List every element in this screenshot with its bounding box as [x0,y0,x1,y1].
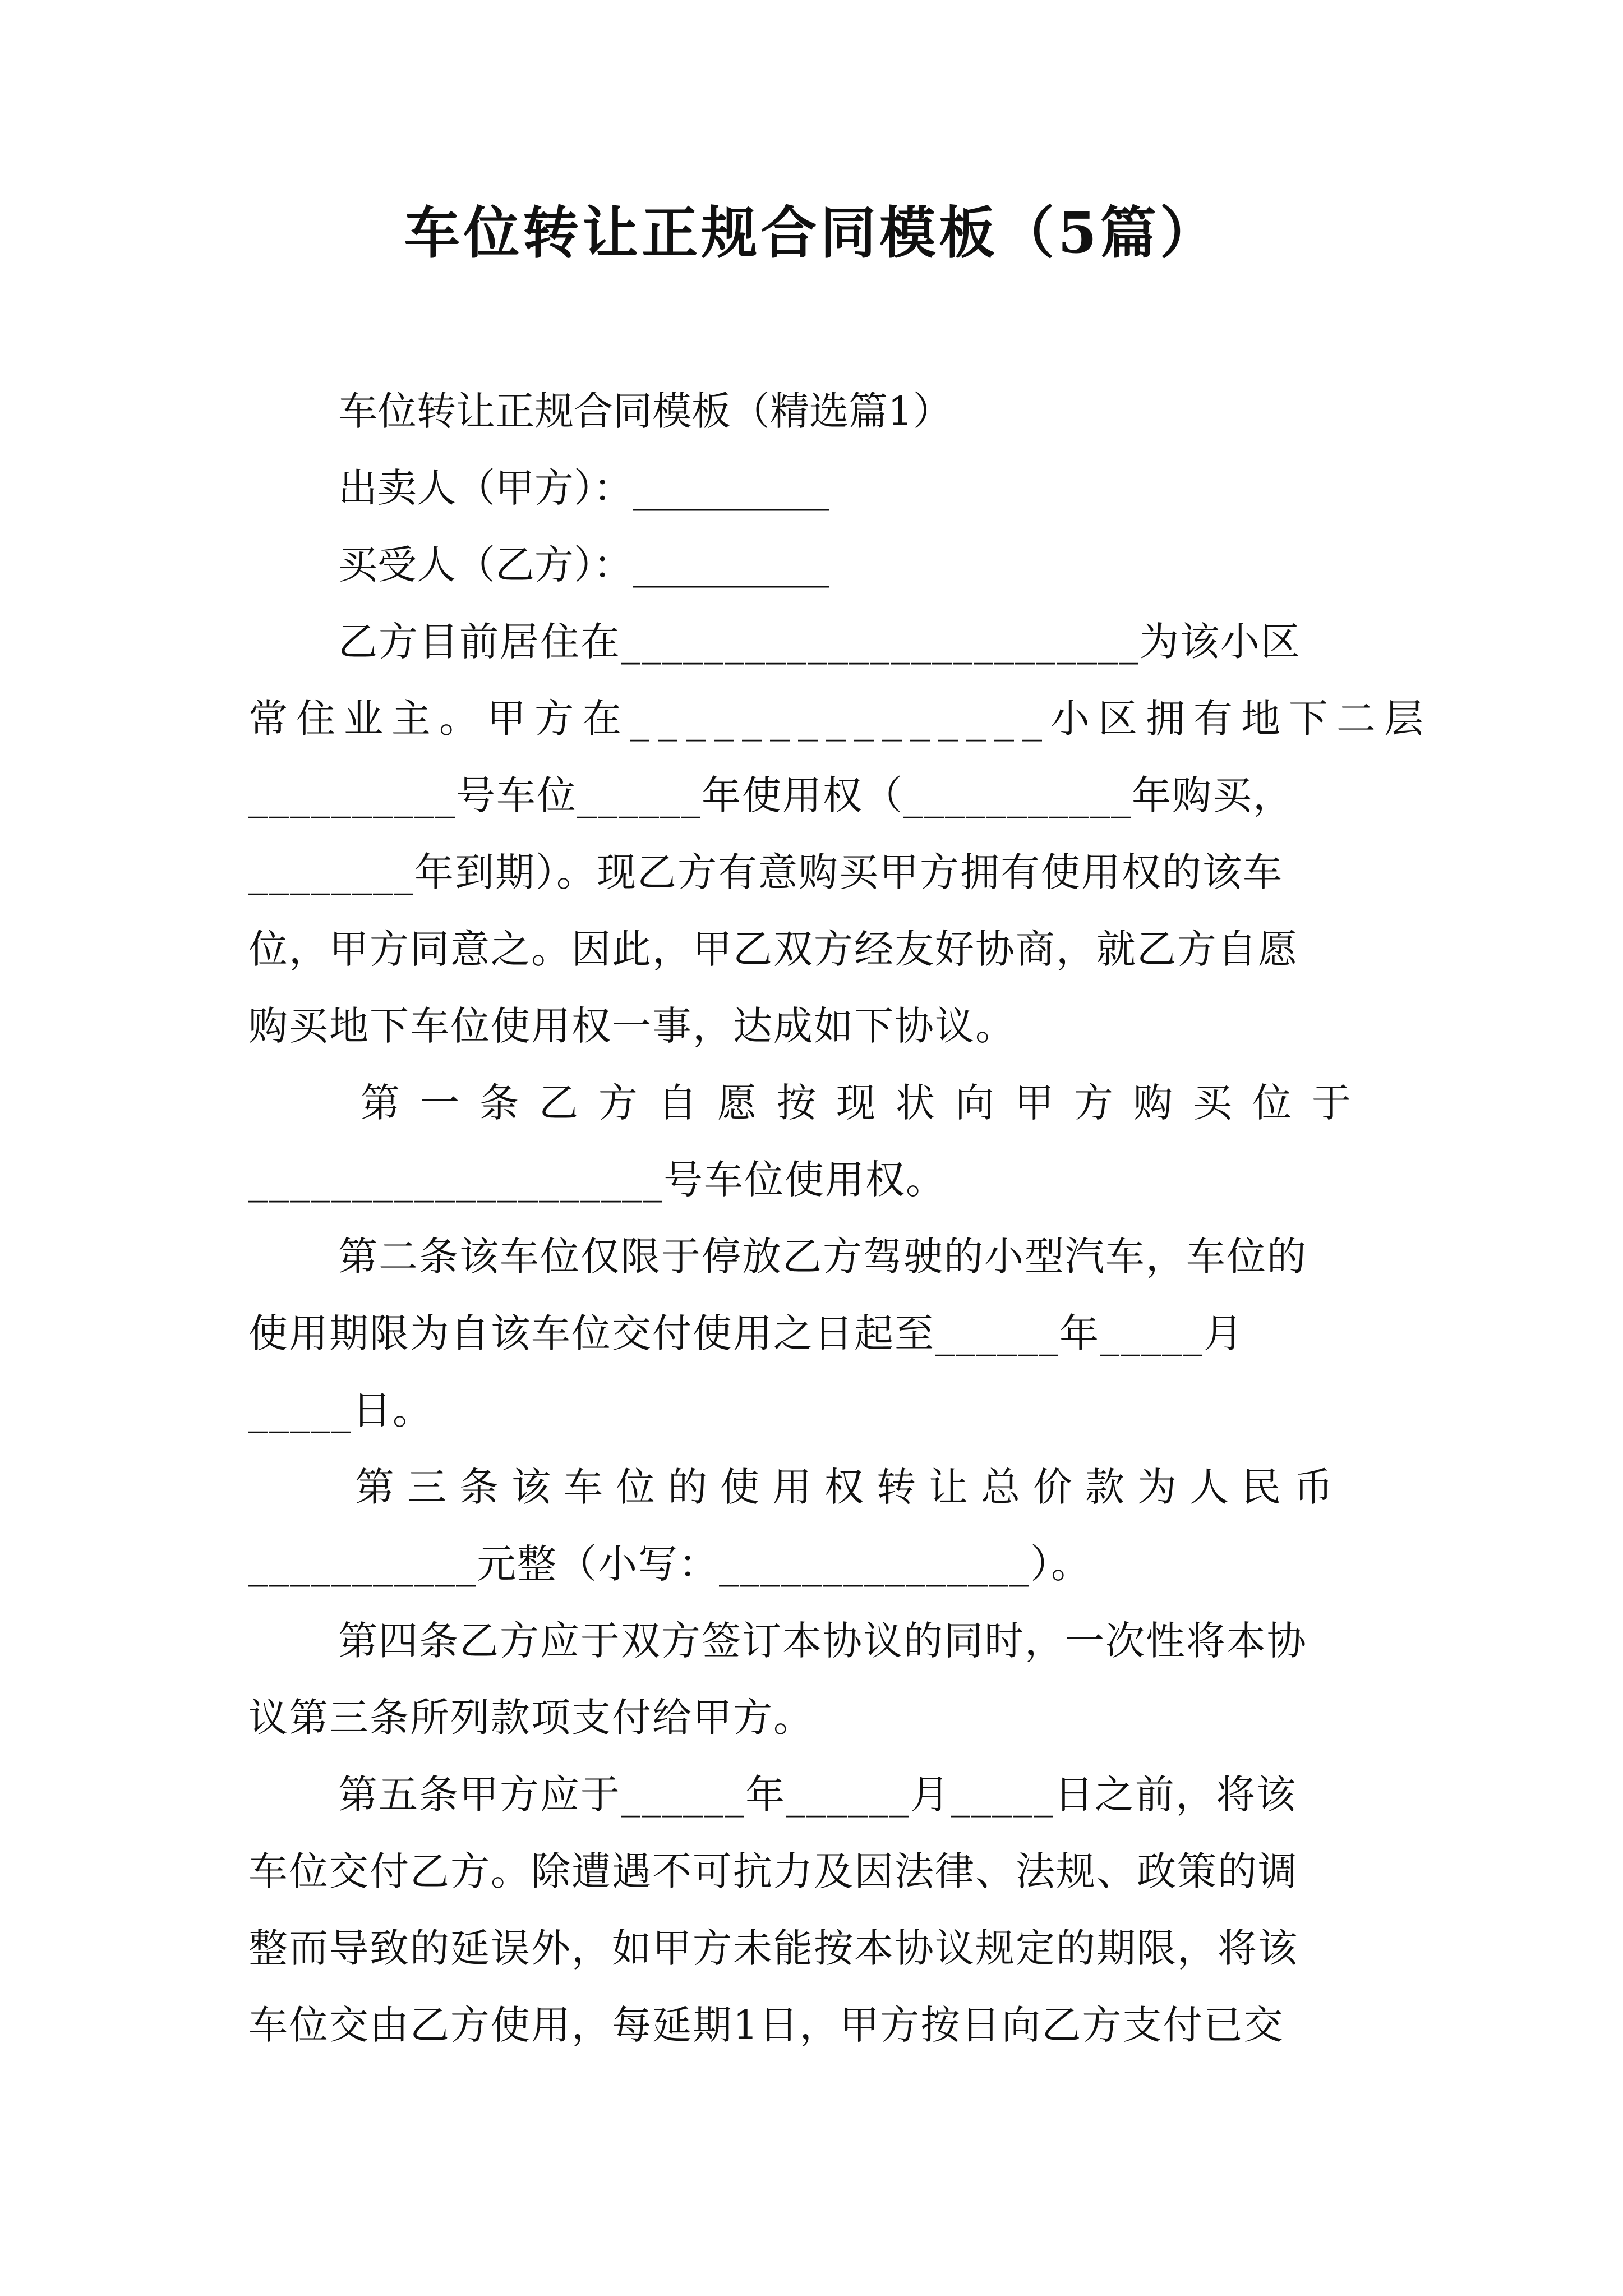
article-5-line: 车位交由乙方使用，每延期1日，甲方按日向乙方支付已交 [248,2002,1284,2048]
article-3-line: ___________元整（小写：_______________）。 [248,1541,1091,1587]
buyer-line: 买受人（乙方）：__________ [338,542,829,588]
document-body [248,373,1432,2064]
article-2-line: 第二条该车位仅限于停放乙方驾驶的小型汽车，车位的 [338,1234,1307,1280]
paragraph-line: __________号车位______年使用权（___________年购买， [248,772,1293,818]
paragraph-line: 购买地下车位使用权一事，达成如下协议。 [248,1003,1016,1049]
paragraph-line: 常住业主。甲方在_______________小区拥有地下二层 [248,696,1432,742]
section-heading: 车位转让正规合同模板（精选篇1） [338,388,952,434]
article-1-line: 第一条乙方自愿按现状向甲方购买位于 [361,1080,1371,1126]
seller-line: 出卖人（甲方）：__________ [338,465,829,511]
paragraph-line: ________年到期）。现乙方有意购买甲方拥有使用权的该车 [248,849,1283,895]
article-4-line: 议第三条所列款项支付给甲方。 [248,1695,814,1741]
article-1-line: ____________________号车位使用权。 [248,1157,946,1203]
article-5-line: 车位交付乙方。除遭遇不可抗力及因法律、法规、政策的调 [248,1848,1298,1894]
document-title: 车位转让正规合同模板（5篇） [404,200,1219,266]
article-2-line: _____日。 [248,1387,433,1433]
article-3-line: 第三条该车位的使用权转让总价款为人民币 [355,1464,1346,1510]
article-4-line: 第四条乙方应于双方签订本协议的同时，一次性将本协 [338,1618,1307,1664]
paragraph-line: 位，甲方同意之。因此，甲乙双方经友好协商，就乙方自愿 [248,926,1298,972]
article-5-line: 第五条甲方应于______年______月_____日之前，将该 [338,1772,1297,1818]
article-5-line: 整而导致的延误外，如甲方未能按本协议规定的期限，将该 [248,1925,1298,1971]
article-2-line: 使用期限为自该车位交付使用之日起至______年_____月 [248,1310,1244,1356]
paragraph-line: 乙方目前居住在_________________________为该小区 [338,619,1301,665]
